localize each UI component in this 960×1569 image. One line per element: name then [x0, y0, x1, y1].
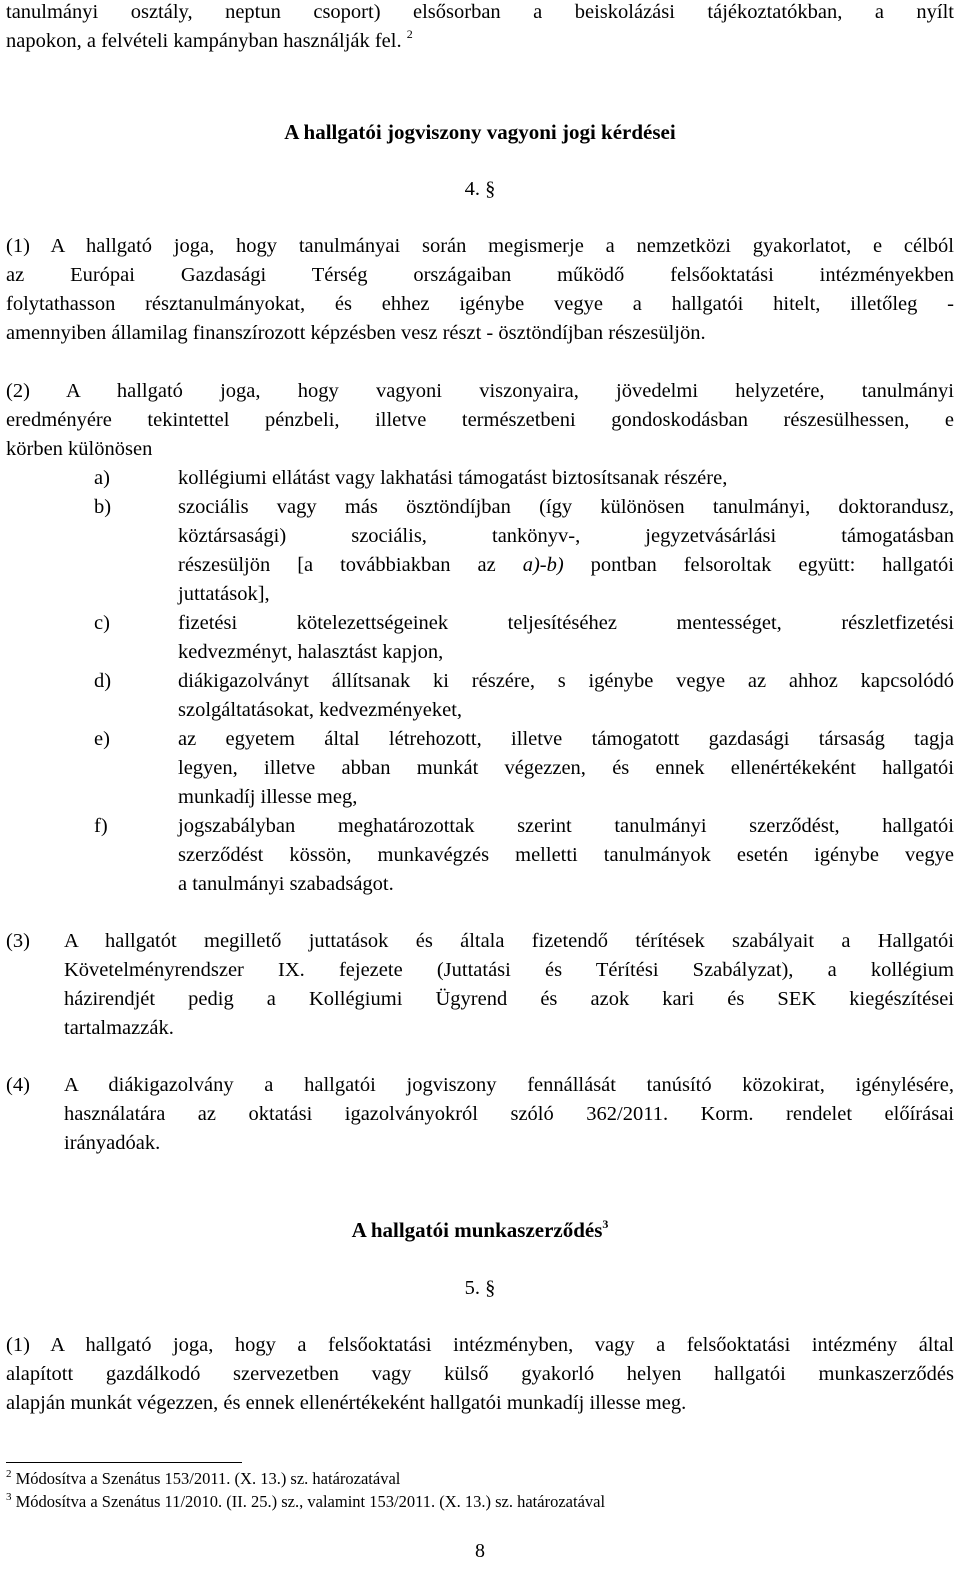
- paragraph-line: (2) A hallgató joga, hogy vagyoni viszonyaira, jövedelmi helyzetére, tanulmányi: [6, 380, 954, 402]
- list-item-line: szolgáltatásokat, kedvezményeket,: [178, 699, 463, 721]
- footnote-ref[interactable]: 3: [602, 1217, 609, 1231]
- paragraph-line: folytathasson résztanulmányokat, és ehhez igénybe vegye a hallgatói hitelt, illetőleg -: [6, 293, 954, 315]
- paragraph-line: tartalmazzák.: [64, 1017, 174, 1039]
- paragraph-number: (4): [6, 1074, 30, 1096]
- list-item-line: munkadíj illesse meg,: [178, 786, 358, 808]
- section-number: 5. §: [464, 1277, 496, 1299]
- paragraph-line: amennyiben államilag finanszírozott képzésben vesz részt - ösztöndíjban részesüljön.: [6, 322, 706, 344]
- list-item-line: kedvezményt, halasztást kapjon,: [178, 641, 444, 663]
- paragraph-line: eredményére tekintettel pénzbeli, illetve természetbeni gondoskodásban részesülhessen, e: [6, 409, 954, 431]
- list-item-label: f): [94, 815, 108, 837]
- paragraph-line: alapján munkát végezzen, és ennek ellenértékeként hallgatói munkadíj illesse meg.: [6, 1392, 687, 1414]
- paragraph-line: alapított gazdálkodó szervezetben vagy külső gyakorló helyen hallgatói munkaszerződés: [6, 1363, 954, 1385]
- list-item-label: e): [94, 728, 110, 750]
- section-title: A hallgatói munkaszerződés$^3$: [351, 1217, 609, 1242]
- list-item-line: részesüljön [a továbbiakban az a)-b) pontban felsoroltak együtt: hallgatói: [178, 554, 954, 576]
- list-item-line: juttatások],: [178, 583, 270, 605]
- page-number: 8: [475, 1540, 485, 1562]
- list-item-line: kollégiumi ellátást vagy lakhatási támogatást biztosítsanak részére,: [178, 467, 728, 489]
- paragraph-line: A diákigazolvány a hallgatói jogviszony fennállását tanúsító közokirat, igénylésére,: [64, 1074, 954, 1096]
- body-text-line: napokon, a felvételi kampányban használják fel. $^2$: [6, 27, 413, 52]
- body-text-line: tanulmányi osztály, neptun csoport) elsősorban a beiskolázási tájékoztatókban, a nyílt: [6, 1, 954, 23]
- list-item-label: c): [94, 612, 110, 634]
- paragraph-line: (1) A hallgató joga, hogy a felsőoktatási intézményben, vagy a felsőoktatási intézmény által: [6, 1334, 954, 1356]
- section-title: A hallgatói jogviszony vagyoni jogi kérdései: [284, 120, 676, 144]
- list-item-line: köztársasági) szociális, tankönyv-, jegyzetvásárlási támogatásban: [178, 525, 954, 547]
- paragraph-line: (1) A hallgató joga, hogy tanulmányai során megismerje a nemzetközi gyakorlatot, e célból: [6, 235, 954, 257]
- emphasis-text: a)-b): [522, 554, 564, 576]
- paragraph-line: A hallgatót megillető juttatások és általa fizetendő térítések szabályait a Hallgatói: [64, 930, 954, 952]
- footnote: $^3$ Módosítva a Szenátus 11/2010. (II. 25.) sz., valamint 153/2011. (X. 13.) sz. határozatával: [6, 1491, 606, 1511]
- section-number: 4. §: [464, 178, 496, 200]
- footnote: $^2$ Módosítva a Szenátus 153/2011. (X. 13.) sz. határozatával: [6, 1468, 401, 1488]
- footnote-ref[interactable]: 2: [406, 27, 413, 41]
- paragraph-line: körben különösen: [6, 438, 153, 460]
- paragraph-number: (3): [6, 930, 30, 952]
- list-item-line: szerződést kössön, munkavégzés melletti tanulmányok esetén igénybe vegye: [178, 844, 954, 866]
- paragraph-line: az Európai Gazdasági Térség országaiban működő felsőoktatási intézményekben: [6, 264, 954, 286]
- list-item-line: diákigazolványt állítsanak ki részére, s igénybe vegye az ahhoz kapcsolódó: [178, 670, 954, 692]
- list-item-line: fizetési kötelezettségeinek teljesítéséhez mentességet, részletfizetési: [178, 612, 954, 634]
- list-item-line: jogszabályban meghatározottak szerint tanulmányi szerződést, hallgatói: [178, 815, 954, 837]
- paragraph-line: Követelményrendszer IX. fejezete (Juttatási és Térítési Szabályzat), a kollégium: [64, 959, 954, 981]
- list-item-label: a): [94, 467, 110, 489]
- list-item-label: d): [94, 670, 112, 692]
- list-item-line: a tanulmányi szabadságot.: [178, 873, 394, 895]
- list-item-line: legyen, illetve abban munkát végezzen, és ennek ellenértékeként hallgatói: [178, 757, 954, 779]
- paragraph-line: házirendjét pedig a Kollégiumi Ügyrend és azok kari és SEK kiegészítései: [64, 988, 954, 1010]
- paragraph-line: használatára az oktatási igazolványokról szóló 362/2011. Korm. rendelet előírásai: [64, 1103, 954, 1125]
- footnote-separator: [6, 1462, 242, 1463]
- list-item-line: az egyetem által létrehozott, illetve támogatott gazdasági társaság tagja: [178, 728, 954, 750]
- list-item-line: szociális vagy más ösztöndíjban (így különösen tanulmányi, doktorandusz,: [178, 496, 954, 518]
- paragraph-line: irányadóak.: [64, 1132, 161, 1154]
- list-item-label: b): [94, 496, 112, 518]
